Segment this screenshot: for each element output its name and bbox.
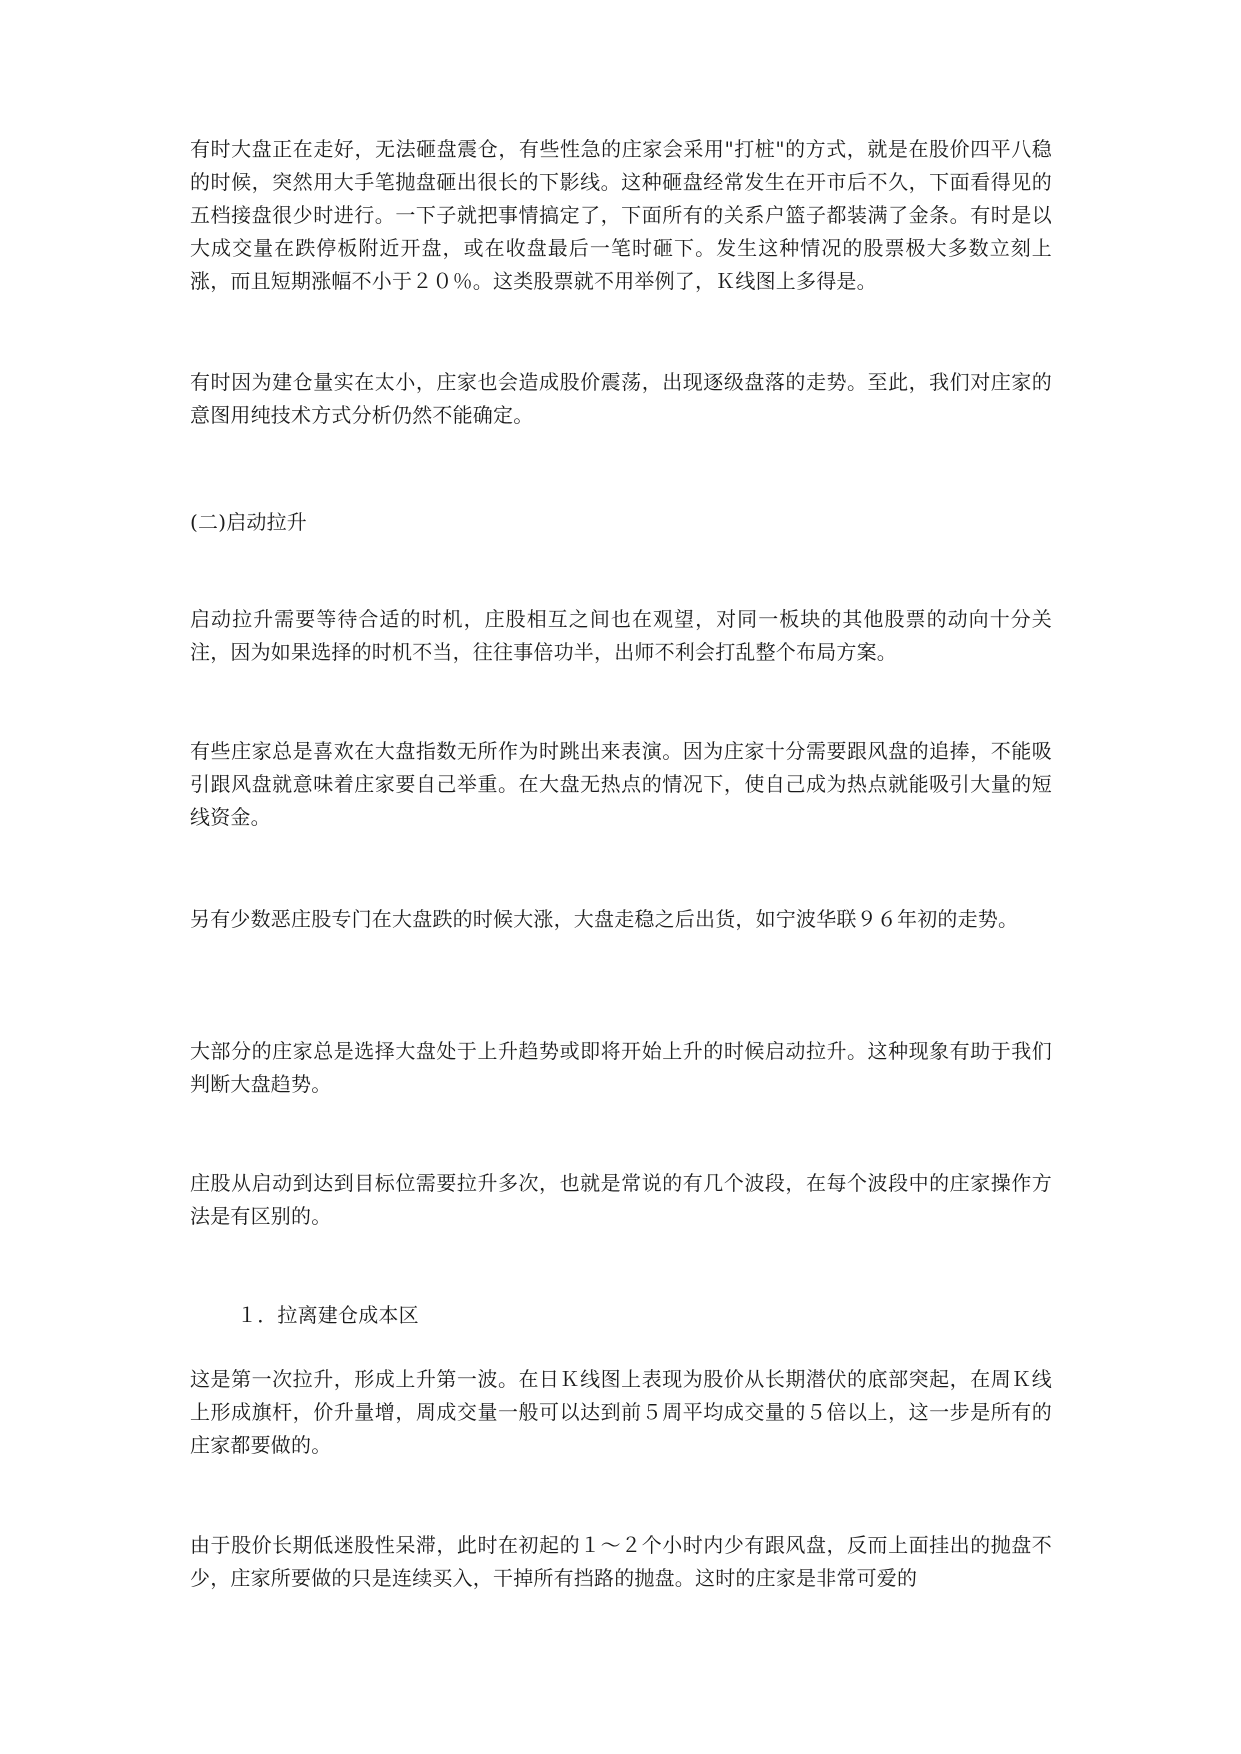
subsection-heading: １．拉离建仓成本区 bbox=[237, 1303, 419, 1327]
paragraph-1: 有时大盘正在走好，无法砸盘震仓，有些性急的庄家会采用"打桩"的方式，就是在股价四平八稳的时候，突然用大手笔抛盘砸出很长的下影线。这种砸盘经常发生在开市后不久，下面看得见的五档接盘很少时进行。一下子就把事情搞定了，下面所有的关系户篮子都装满了金条。有时是以大成交量在跌停板附近开盘，或在收盘最后一笔时砸下。发生这种情况的股票极大多数立刻上涨，而且短期涨幅不小于２０％。这类股票就不用举例了，Ｋ线图上多得是。 bbox=[190, 137, 1052, 293]
paragraph-8: 这是第一次拉升，形成上升第一波。在日Ｋ线图上表现为股价从长期潜伏的底部突起，在周Ｋ线上形成旗杆，价升量增，周成交量一般可以达到前５周平均成交量的５倍以上，这一步是所有的庄家都要做的。 bbox=[190, 1367, 1052, 1457]
paragraph-5: 另有少数恶庄股专门在大盘跌的时候大涨，大盘走稳之后出货，如宁波华联９６年初的走势。 bbox=[190, 907, 1019, 931]
paragraph-4: 有些庄家总是喜欢在大盘指数无所作为时跳出来表演。因为庄家十分需要跟风盘的追捧，不能吸引跟风盘就意味着庄家要自己举重。在大盘无热点的情况下，使自己成为热点就能吸引大量的短线资金。 bbox=[190, 739, 1052, 829]
paragraph-2: 有时因为建仓量实在太小，庄家也会造成股价震荡，出现逐级盘落的走势。至此，我们对庄家的意图用纯技术方式分析仍然不能确定。 bbox=[190, 370, 1052, 427]
paragraph-6: 大部分的庄家总是选择大盘处于上升趋势或即将开始上升的时候启动拉升。这种现象有助于我们判断大盘趋势。 bbox=[190, 1039, 1052, 1096]
paragraph-7: 庄股从启动到达到目标位需要拉升多次，也就是常说的有几个波段，在每个波段中的庄家操作方法是有区别的。 bbox=[190, 1171, 1052, 1228]
section-heading: (二)启动拉升 bbox=[190, 510, 308, 534]
paragraph-3: 启动拉升需要等待合适的时机，庄股相互之间也在观望，对同一板块的其他股票的动向十分关注，因为如果选择的时机不当，往往事倍功半，出师不利会打乱整个布局方案。 bbox=[190, 607, 1052, 664]
paragraph-9: 由于股价长期低迷股性呆滞，此时在初起的１～２个小时内少有跟风盘，反而上面挂出的抛盘不少，庄家所要做的只是连续买入，干掉所有挡路的抛盘。这时的庄家是非常可爱的 bbox=[190, 1533, 1052, 1590]
